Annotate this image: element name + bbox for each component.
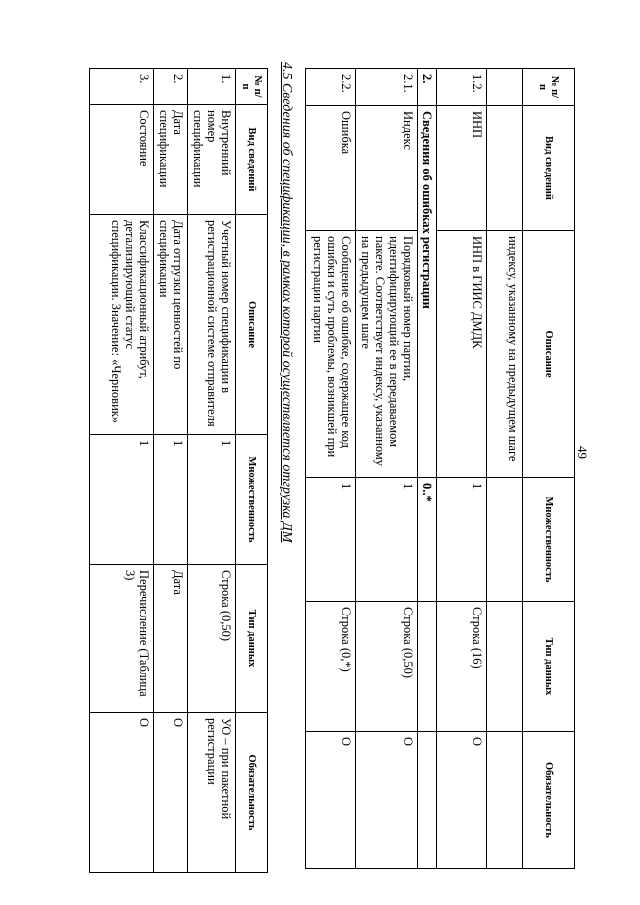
section-title: Сведения об ошибках регистрации xyxy=(418,106,437,478)
multiplicity: 1 xyxy=(154,435,188,565)
description: Учетный номер спецификации в регистрационной системе отправителя xyxy=(188,215,236,435)
multiplicity: 1 xyxy=(90,435,154,565)
data-type: Строка (0,*) xyxy=(306,602,356,732)
header-cell: Вид сведений xyxy=(236,105,268,215)
header-cell: Тип данных xyxy=(523,602,575,732)
obligation xyxy=(487,732,523,869)
row-number: 1. xyxy=(188,69,236,105)
obligation: О xyxy=(90,713,154,873)
info-type: Состояние xyxy=(90,105,154,215)
table-header-row xyxy=(236,69,268,873)
row-number: 2. xyxy=(418,69,437,106)
table-row xyxy=(154,69,188,873)
section-row xyxy=(418,69,437,869)
table-row xyxy=(306,69,356,869)
header-cell: Множественность xyxy=(236,435,268,565)
row-number: 2. xyxy=(154,69,188,105)
info-type: Внутренний номер спецификации xyxy=(188,105,236,215)
row-number xyxy=(487,69,523,106)
row-number: 1.2. xyxy=(437,69,487,106)
header-cell: № п/п xyxy=(236,69,268,105)
table-row xyxy=(188,69,236,873)
description: Порядковый номер партии, идентифицирующий ее в передаваемом пакете. Соответствует индексу, указанному на предыдущем шаге xyxy=(356,231,418,478)
header-cell: Обязательность xyxy=(236,713,268,873)
row-number: 2.2. xyxy=(306,69,356,106)
description: Сообщение об ошибке, содержащее код ошибки и суть проблемы, возникшей при регистрации партии xyxy=(306,231,356,478)
specification-table xyxy=(89,68,268,873)
multiplicity: 0..* xyxy=(418,478,437,602)
header-cell: Тип данных xyxy=(236,565,268,713)
description: Классификационный атрибут, детализирующий статус спецификации. Значение: «Черновик» xyxy=(90,215,154,435)
header-cell: Вид сведений xyxy=(523,106,575,231)
description: Дата отгрузки ценностей по спецификации xyxy=(154,215,188,435)
data-type xyxy=(487,602,523,732)
registration-table xyxy=(305,68,575,869)
table-row xyxy=(487,69,523,869)
row-number: 3. xyxy=(90,69,154,105)
obligation: О xyxy=(356,732,418,869)
data-type: Перечисление (Таблица 3) xyxy=(90,565,154,713)
obligation xyxy=(418,732,437,869)
data-type: Дата xyxy=(154,565,188,713)
data-type xyxy=(418,602,437,732)
multiplicity xyxy=(487,478,523,602)
header-cell: Описание xyxy=(236,215,268,435)
multiplicity: 1 xyxy=(356,478,418,602)
table-row xyxy=(437,69,487,869)
header-cell: Множественность xyxy=(523,478,575,602)
multiplicity: 1 xyxy=(306,478,356,602)
page-number: 49 xyxy=(575,446,590,459)
header-cell: Обязательность xyxy=(523,732,575,869)
row-number: 2.1. xyxy=(356,69,418,106)
description: индексу, указанному на предыдущем шаге xyxy=(487,231,523,478)
data-type: Строка (0,50) xyxy=(188,565,236,713)
table-row xyxy=(356,69,418,869)
info-type: Дата спецификации xyxy=(154,105,188,215)
description: ИНП в ГИИС ДМДК xyxy=(437,231,487,478)
header-cell: Описание xyxy=(523,231,575,478)
obligation: УО – при пакетной регистрации xyxy=(188,713,236,873)
info-type: ИНП xyxy=(437,106,487,231)
data-type: Строка (0,50) xyxy=(356,602,418,732)
info-type: Индекс xyxy=(356,106,418,231)
multiplicity: 1 xyxy=(437,478,487,602)
section-caption: 4.5 Сведения об спецификации, в рамках которой осуществляется отгрузка ДМ xyxy=(279,62,294,543)
obligation: О xyxy=(306,732,356,869)
header-cell: № п/п xyxy=(523,69,575,106)
obligation: О xyxy=(437,732,487,869)
info-type: Ошибка xyxy=(306,106,356,231)
data-type: Строка (16) xyxy=(437,602,487,732)
obligation: О xyxy=(154,713,188,873)
table-header-row xyxy=(523,69,575,869)
info-type xyxy=(487,106,523,231)
multiplicity: 1 xyxy=(188,435,236,565)
table-row xyxy=(90,69,154,873)
